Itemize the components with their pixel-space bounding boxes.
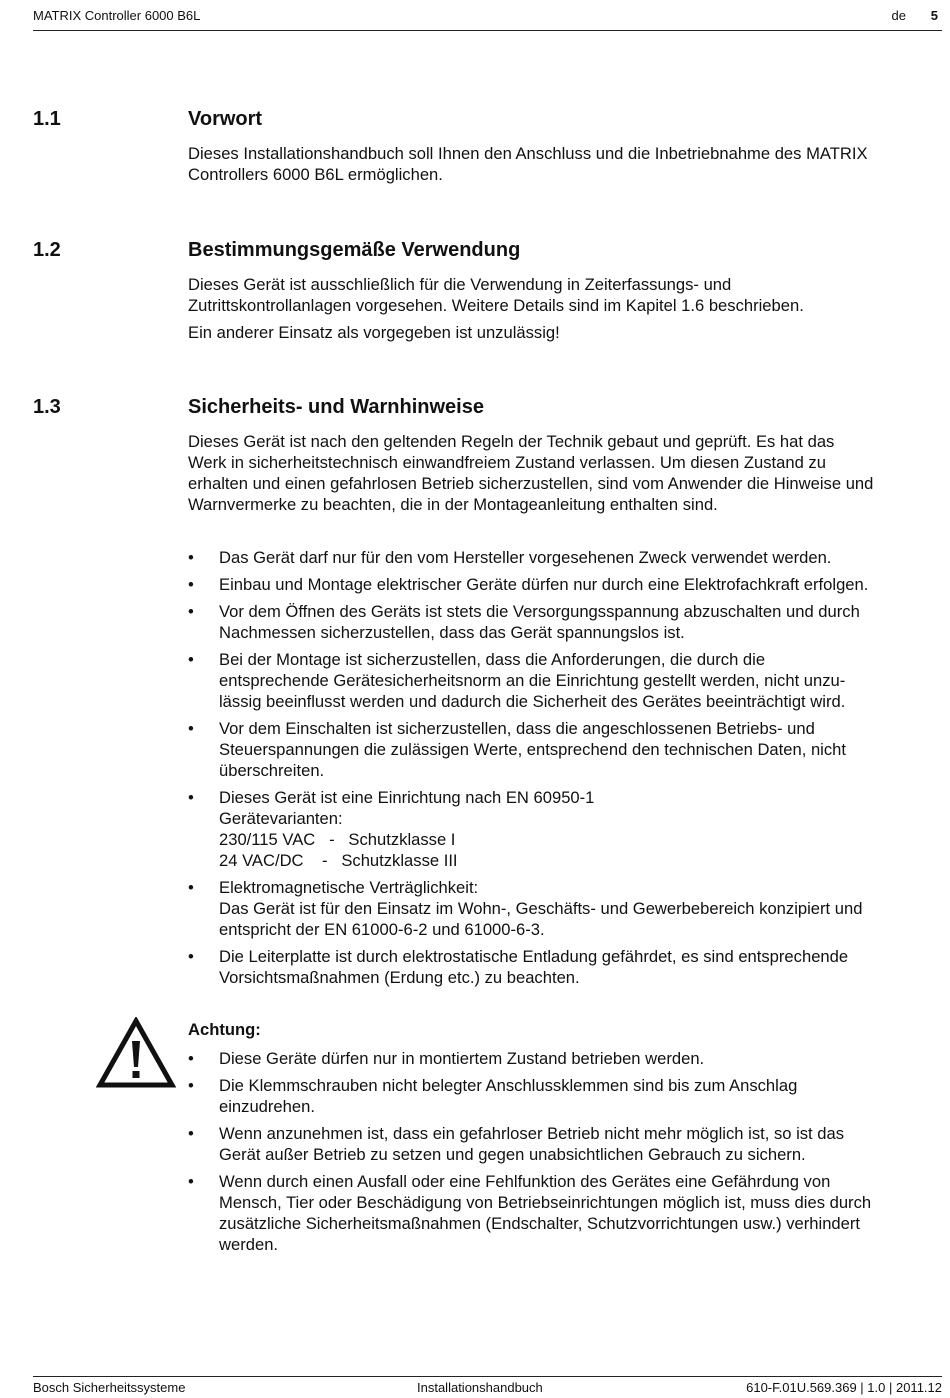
document-title: MATRIX Controller 6000 B6L [33, 8, 201, 23]
text-line: werden. [219, 1235, 279, 1254]
page-number: 5 [930, 8, 938, 23]
list-item [188, 649, 940, 712]
bullet-icon: • [188, 1076, 194, 1095]
text-line: Dieses Gerät ist nach den geltenden Regeln der Technik gebaut und geprüft. Es hat das [188, 432, 835, 451]
section-number: 1.1 [33, 108, 61, 130]
text-line: Controllers 6000 B6L ermöglichen. [188, 165, 443, 184]
text-line: entspricht der EN 61000-6-2 und 61000-6-3. [219, 920, 545, 939]
text-line: Bei der Montage ist sicherzustellen, dass die Anforderungen, die durch die [219, 650, 766, 669]
list-item [188, 718, 940, 781]
section-title: Vorwort [188, 108, 263, 130]
text-line: Dieses Installationshandbuch soll Ihnen den Anschluss und die Inbetriebnahme des MATRIX [188, 144, 868, 163]
text-line: 24 VAC/DC - Schutzklasse III [219, 851, 458, 870]
text-line: Vor dem Öffnen des Geräts ist stets die Versorgungsspannung abzuschalten und durch [219, 602, 860, 621]
text-line: Dieses Gerät ist ausschließlich für die Verwendung in Zeiterfassungs- und [188, 275, 732, 294]
bullet-icon: • [188, 878, 194, 897]
footer-document-type: Installationshandbuch [417, 1380, 543, 1395]
list-item [188, 574, 940, 595]
bullet-icon: • [188, 947, 194, 966]
bullet-icon: • [188, 602, 194, 621]
list-item [188, 1075, 940, 1117]
warning-triangle-icon [96, 1017, 176, 1089]
paragraph [188, 322, 940, 343]
language-code: de [891, 8, 906, 23]
bullet-icon: • [188, 548, 194, 567]
list-item [188, 547, 940, 568]
text-line: überschreiten. [219, 761, 325, 780]
text-line: Die Klemmschrauben nicht belegter Anschlussklemmen sind bis zum Anschlag [219, 1076, 798, 1095]
bullet-icon: • [188, 788, 194, 807]
section-body [188, 143, 940, 191]
text-line: Elektromagnetische Verträglichkeit: [219, 878, 479, 897]
attention-bullet-list [188, 1048, 940, 1261]
page-footer [33, 1380, 942, 1396]
bullet-icon: • [188, 1049, 194, 1068]
text-line: Wenn durch einen Ausfall oder eine Fehlfunktion des Gerätes eine Gefährdung von [219, 1172, 831, 1191]
section-body [188, 431, 940, 521]
text-line: Wenn anzunehmen ist, dass ein gefahrloser Betrieb nicht mehr möglich ist, so ist das [219, 1124, 845, 1143]
text-line: Nachmessen sicherzustellen, dass das Gerät spannungslos ist. [219, 623, 685, 642]
text-line: Gerätevarianten: [219, 809, 343, 828]
text-line: Das Gerät ist für den Einsatz im Wohn-, Geschäfts- und Gewerbebereich konzipiert und [219, 899, 863, 918]
footer-document-id: 610-F.01U.569.369 | 1.0 | 2011.12 [746, 1380, 942, 1395]
list-item [188, 601, 940, 643]
list-item [188, 877, 940, 940]
text-line: Die Leiterplatte ist durch elektrostatische Entladung gefährdet, es sind entsprechende [219, 947, 849, 966]
safety-bullet-list [188, 547, 940, 994]
bullet-icon: • [188, 719, 194, 738]
text-line: Werk in sicherheitstechnisch einwandfreiem Zustand verlassen. Um diesen Zustand zu [188, 453, 826, 472]
text-line: lässig beeinflusst werden und dadurch die Sicherheit des Gerätes beeinträchtigt wird. [219, 692, 846, 711]
list-item [188, 787, 940, 871]
section-body [188, 274, 940, 349]
list-item [188, 1123, 940, 1165]
list-item [188, 1048, 940, 1069]
text-line: zusätzliche Sicherheitsmaßnahmen (Endschalter, Schutzvorrichtungen usw.) verhindert [219, 1214, 861, 1233]
footer-rule [33, 1376, 942, 1377]
text-line: Diese Geräte dürfen nur in montiertem Zustand betrieben werden. [219, 1049, 705, 1068]
bullet-icon: • [188, 650, 194, 669]
list-item [188, 1171, 940, 1255]
section-title: Bestimmungsgemäße Verwendung [188, 239, 521, 261]
list-item [188, 946, 940, 988]
text-line: Zutrittskontrollanlagen vorgesehen. Weitere Details sind im Kapitel 1.6 beschrieben. [188, 296, 804, 315]
text-line: Steuerspannungen die zulässigen Werte, entsprechend den technischen Daten, nicht [219, 740, 846, 759]
text-line: Das Gerät darf nur für den vom Hersteller vorgesehenen Zweck verwendet werden. [219, 548, 832, 567]
section-number: 1.2 [33, 239, 61, 261]
text-line: einzudrehen. [219, 1097, 315, 1116]
paragraph [188, 431, 940, 515]
paragraph [188, 143, 940, 185]
text-line: entsprechende Gerätesicherheitsnorm an die Einrichtung gestellt werden, nicht unzu- [219, 671, 846, 690]
paragraph [188, 274, 940, 316]
page-header [33, 8, 942, 30]
header-rule [33, 30, 942, 31]
section-title: Sicherheits- und Warnhinweise [188, 396, 484, 418]
text-line: Gerät außer Betrieb zu setzen und gegen unabsichtlichen Gebrauch zu sichern. [219, 1145, 806, 1164]
text-line: Vor dem Einschalten ist sicherzustellen, dass die angeschlossenen Betriebs- und [219, 719, 815, 738]
footer-company: Bosch Sicherheitssysteme [33, 1380, 186, 1395]
text-line: Dieses Gerät ist eine Einrichtung nach EN 60950-1 [219, 788, 595, 807]
bullet-icon: • [188, 575, 194, 594]
section-number: 1.3 [33, 396, 61, 418]
text-line: Warnvermerke zu beachten, die in der Montageanleitung enthalten sind. [188, 495, 718, 514]
text-line: Ein anderer Einsatz als vorgegeben ist unzulässig! [188, 323, 560, 342]
text-line: Einbau und Montage elektrischer Geräte dürfen nur durch eine Elektrofachkraft erfolgen. [219, 575, 869, 594]
text-line: erhalten und einen gefahrlosen Betrieb sicherzustellen, sind vom Anwender die Hinweise und [188, 474, 874, 493]
bullet-icon: • [188, 1124, 194, 1143]
text-line: Vorsichtsmaßnahmen (Erdung etc.) zu beachten. [219, 968, 580, 987]
bullet-icon: • [188, 1172, 194, 1191]
text-line: Mensch, Tier oder Beschädigung von Betriebseinrichtungen möglich ist, muss dies durch [219, 1193, 872, 1212]
text-line: 230/115 VAC - Schutzklasse I [219, 830, 456, 849]
attention-heading: Achtung: [188, 1020, 261, 1039]
